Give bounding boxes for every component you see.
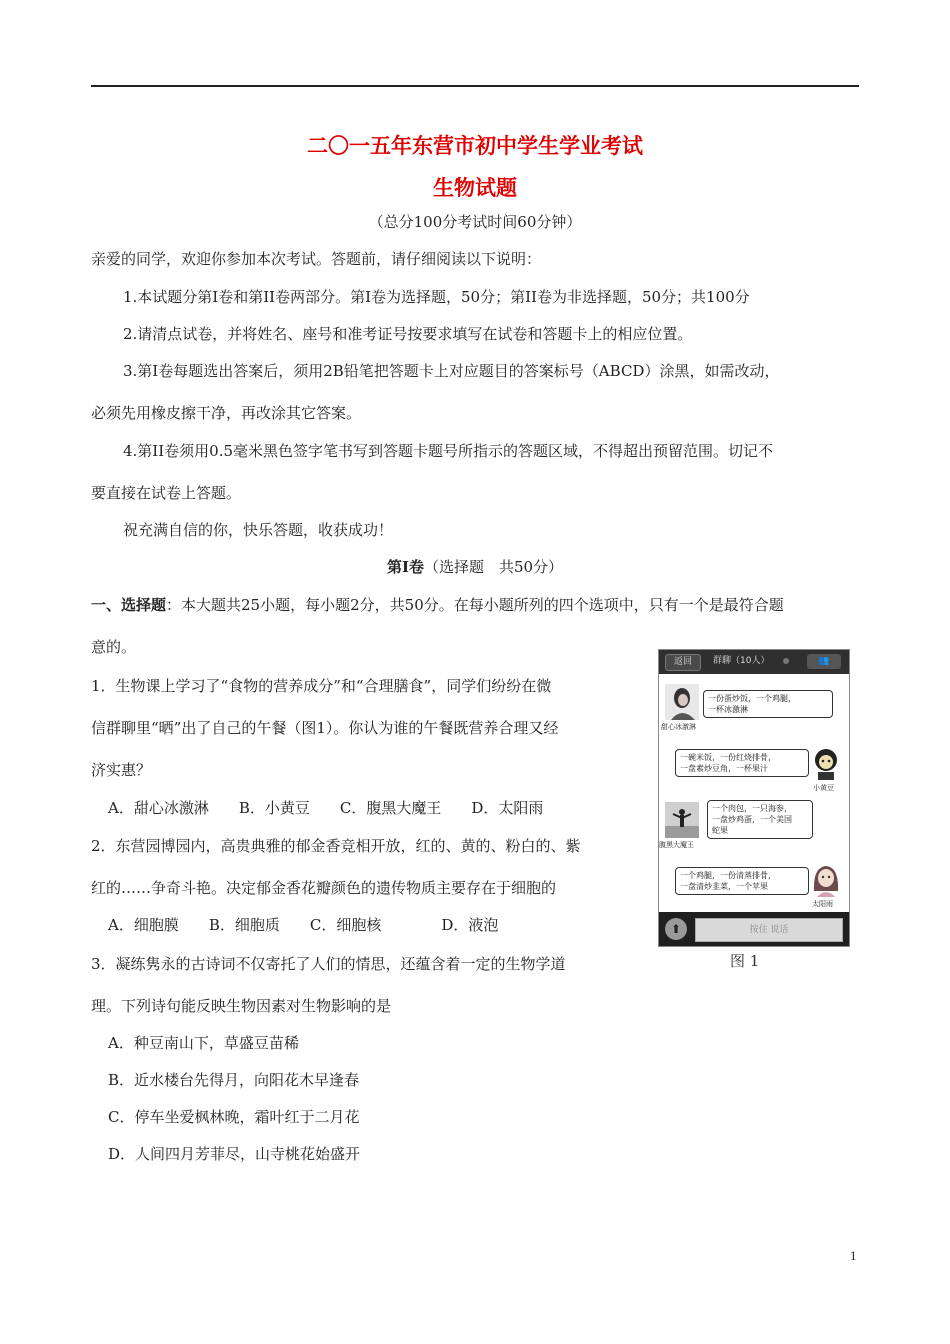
- question-2-options: A．细胞膜 B．细胞质 C．细胞核 D．液泡: [108, 916, 499, 934]
- message-1-line2: 一杯冰激淋: [708, 705, 748, 714]
- question-1-line3: 济实惠？: [91, 761, 152, 779]
- question-3-option-a: A．种豆南山下，草盛豆苗稀: [108, 1034, 299, 1052]
- back-button: 返回: [665, 654, 701, 671]
- message-3-line3: 蛇果: [712, 826, 728, 835]
- chat-figure: [658, 649, 850, 947]
- instruction-4: 4.第II卷须用0.5毫米黑色签字笔书写到答题卡题号所指示的答题区域，不得超出预留范围。切记不: [123, 442, 774, 460]
- message-2-line2: 一盘素炒豆角，一杯果汁: [680, 764, 768, 773]
- name-soybean: 小黄豆: [813, 784, 834, 792]
- hold-to-talk-button: 按住 说话: [695, 918, 843, 942]
- instruction-3-cont: 必须先用橡皮擦干净，再改涂其它答案。: [91, 404, 362, 422]
- question-2-line1: 2．东营园博园内，高贵典雅的郁金香竞相开放，红的、黄的、粉白的、紫: [91, 837, 581, 855]
- section-lead-bold: 一、选择题: [91, 596, 167, 614]
- question-3-option-d: D．人间四月芳菲尽，山寺桃花始盛开: [108, 1145, 361, 1163]
- score-info: （总分100分考试时间60分钟）: [368, 213, 582, 231]
- group-members-icon: 👥: [807, 654, 841, 669]
- chat-input-bar: [659, 912, 849, 946]
- name-demon-king: 腹黑大魔王: [659, 841, 694, 849]
- avatar-sweetheart: [665, 684, 699, 720]
- instruction-2: 2.请清点试卷，并将姓名、座号和准考证号按要求填写在试卷和答题卡上的相应位置。: [123, 325, 693, 343]
- section-lead-text: ：本大题共25小题，每小题2分，共50分。在每小题所列的四个选项中，只有一个是最符合题: [166, 596, 784, 614]
- section-lead-cont: 意的。: [91, 638, 137, 656]
- voice-toggle-icon: ⬆: [665, 918, 687, 940]
- instruction-1: 1.本试题分第Ⅰ卷和第II卷两部分。第Ⅰ卷为选择题，50分；第II卷为非选择题，50分；共100分: [123, 288, 750, 306]
- wish-text: 祝充满自信的你，快乐答题，收获成功！: [123, 521, 394, 539]
- message-3-line1: 一个肉包，一只海参，: [712, 804, 792, 813]
- question-1-line1: 1．生物课上学习了“食物的营养成分”和“合理膳食”，同学们纷纷在微: [91, 677, 552, 695]
- section-title: [0, 557, 950, 577]
- intro-greeting: 亲爱的同学，欢迎你参加本次考试。答题前，请仔细阅读以下说明：: [91, 250, 542, 268]
- exam-subtitle: 生物试题: [433, 175, 517, 200]
- question-3-line1: 3．凝练隽永的古诗词不仅寄托了人们的情思，还蕴含着一定的生物学道: [91, 955, 566, 973]
- name-sweetheart: 甜心冰激淋: [661, 723, 696, 731]
- chat-header: [659, 650, 849, 674]
- section-lead: [91, 595, 784, 615]
- question-3-option-b: B．近水楼台先得月，向阳花木早逢春: [108, 1071, 360, 1089]
- avatar-soybean: [809, 745, 843, 781]
- message-1: [703, 690, 833, 718]
- instruction-4-cont: 要直接在试卷上答题。: [91, 484, 242, 502]
- message-3-line2: 一盘炒鸡蛋，一个美国: [712, 815, 792, 824]
- section-title-bold: 第Ⅰ卷: [386, 558, 424, 576]
- message-4: [675, 867, 809, 895]
- avatar-sun-rain: [809, 861, 843, 897]
- name-sun-rain: 太阳雨: [812, 900, 833, 908]
- instruction-3: 3.第Ⅰ卷每题选出答案后，须用2B铅笔把答题卡上对应题目的答案标号（ABCD）涂黑，如需改动，: [123, 362, 780, 380]
- message-1-line1: 一份蛋炒饭，一个鸡腿，: [708, 694, 796, 703]
- figure-caption: 图 1: [730, 952, 760, 970]
- message-2-line1: 一碗米饭，一份红烧排骨，: [680, 753, 776, 762]
- question-3-option-c: C．停车坐爱枫林晚，霜叶红于二月花: [108, 1108, 360, 1126]
- exam-title: 二〇一五年东营市初中学生学业考试: [307, 133, 643, 158]
- status-dot-icon: [783, 658, 789, 664]
- question-2-line2: 红的……争奇斗艳。决定郁金香花瓣颜色的遗传物质主要存在于细胞的: [91, 879, 557, 897]
- header-rule: [91, 85, 859, 87]
- message-2: [675, 749, 809, 777]
- avatar-demon-king: [665, 802, 699, 838]
- message-3: [707, 800, 813, 839]
- question-1-line2: 信群聊里“晒”出了自己的午餐（图1）。你认为谁的午餐既营养合理又经: [91, 719, 559, 737]
- page-number: 1: [850, 1248, 857, 1263]
- message-4-line1: 一个鸡腿，一份清蒸排骨，: [680, 871, 776, 880]
- question-3-line2: 理。下列诗句能反映生物因素对生物影响的是: [91, 997, 392, 1015]
- question-1-options: A．甜心冰激淋 B．小黄豆 C．腹黑大魔王 D．太阳雨: [108, 799, 544, 817]
- group-title: 群聊（10人）: [713, 656, 770, 666]
- section-title-rest: （选择题 共50分）: [423, 558, 564, 576]
- message-4-line2: 一盘清炒韭菜，一个苹果: [680, 882, 768, 891]
